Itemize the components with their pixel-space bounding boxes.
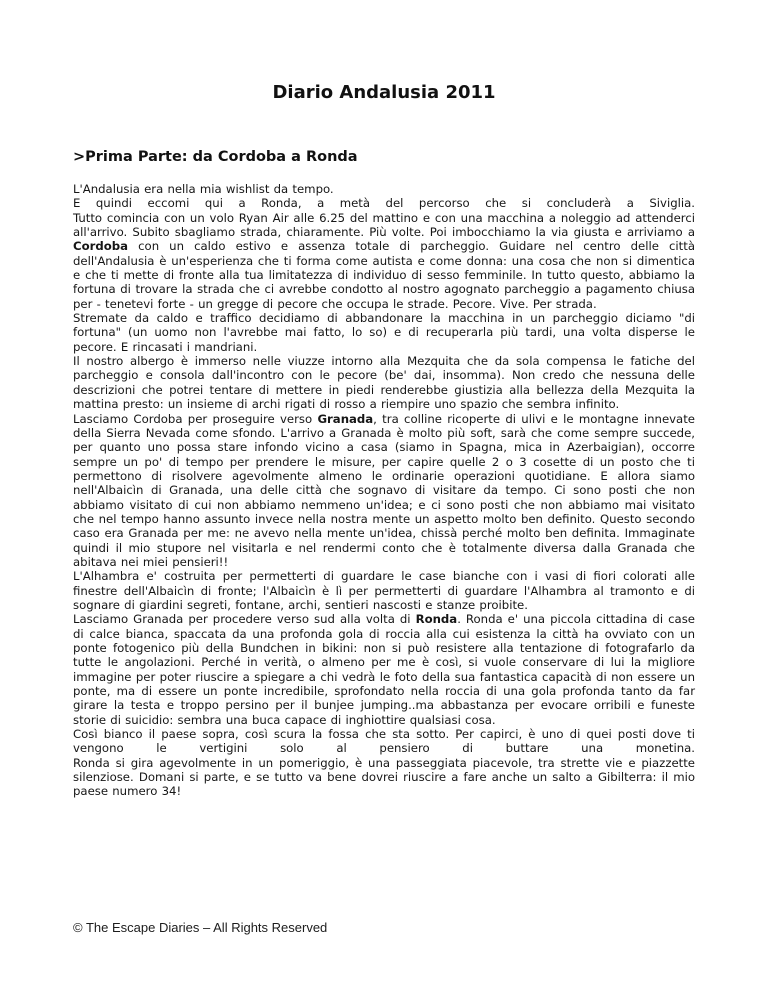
body-text [73, 182, 695, 799]
paragraph-ronda-text-after: . Ronda e' una piccola cittadina di case di calce bianca, spaccata da una profonda gola di roccia alla cui esistenza la città ha ovviato con un ponte fotogenico più della Bundchen in bikini: non si può resistere alla tentazione di fotografarlo da tutte le angolazioni. Perché in verità, o almeno per me è così, si vuole conservare di lui la migliore immagine per poter riuscire a spiegare a chi vedrà le foto della sua fantastica capacità di non essere un ponte, ma di essere un ponte incredibile, sprofondato nella roccia di una gola profonda tanto da far girare la testa e troppo persino per il bunjee jumping..ma abbastanza per evocare orribili e funeste storie di suicidio: sembra una buca capace di inghiottire qualsiasi cosa. [73, 612, 695, 727]
paragraph-cordoba [73, 211, 695, 311]
paragraph-ronda-text-before: Lasciamo Granada per procedere verso sud alla volta di [73, 612, 416, 627]
paragraph-cordoba-text-after: con un caldo estivo e assenza totale di parcheggio. Guidare nel centro delle città dell'Andalusia è un'esperienza che ti forma come autista e come donna: una cosa che non si dimentica e che ti mette di fronte alla tua limitatezza di individuo di sesso femminile. In tutto questo, abbiamo la fortuna di trovare la strada che ci avrebbe condotto al nostro agognato parcheggio a pagamento chiusa per - tenetevi forte - un gregge di pecore che occupa le strade. Pecore. Vive. Per strada. [73, 239, 695, 311]
paragraph-granada-text-after: , tra colline ricoperte di ulivi e le montagne innevate della Sierra Nevada come sfondo. L'arrivo a Granada è molto più soft, sarà che come sempre succede, per quanto uno possa stare infondo vicino a casa (siamo in Spagna, mica in Azerbaigian), occorre sempre un po' di tempo per prendere le misure, per capire quelle 2 o 3 cosette di un posto che ti permettono di risolvere agevolmente almeno le ordinarie operazioni quotidiane. E allora siamo nell'Albaicìn di Granada, una delle città che sognavo di visitare da tempo. Ci sono posti che non abbiamo visitato di cui non abbiamo nemmeno un'idea; e ci sono posti che non abbiamo mai visitato che nel tempo hanno assunto invece nella nostra mente un aspetto molto ben definito. Questo secondo caso era Granada per me: ne avevo nella mente un'idea, chissà perché molto ben definita. Immaginate quindi il mio stupore nel visitarla e nel rendermi conto che è totalmente diversa dalla Granada che abitava nei miei pensieri!! [73, 411, 695, 569]
page-title: Diario Andalusia 2011 [272, 82, 496, 103]
bold-place-cordoba: Cordoba [73, 239, 129, 254]
paragraph-parking: Stremate da caldo e traffico decidiamo di abbandonare la macchina in un parcheggio diciamo "di fortuna" (un uomo non l'avrebbe mai fatto, lo so) e di recuperarla più tardi, una volta disperse le pecore. E rincasati i mandriani. [73, 311, 695, 354]
paragraph-departure: Ronda si gira agevolmente in un pomeriggio, è una passeggiata piacevole, tra strette vie e piazzette silenziose. Domani si parte, e se tutto va bene dovrei riuscire a fare anche un salto a Gibilterra: il mio paese numero 34! [73, 755, 695, 799]
paragraph-gorge: Così bianco il paese sopra, così scura la fossa che sta sotto. Per capirci, è uno di quei posti dove ti vengono le vertigini solo al pensiero di buttare una monetina. [73, 727, 695, 756]
paragraph-ronda-halfway: E quindi eccomi qui a Ronda, a metà del percorso che si concluderà a Siviglia. [73, 196, 695, 211]
paragraph-granada-text-before: Lasciamo Cordoba per proseguire verso [73, 411, 318, 426]
paragraph-granada [73, 412, 695, 570]
paragraph-cordoba-text-before: Tutto comincia con un volo Ryan Air alle 6.25 del mattino e con una macchina a noleggio ad attenderci all'arrivo. Subito sbagliamo strada, chiaramente. Più volte. Poi imbocchiamo la via giusta e arriviamo a [73, 210, 695, 240]
paragraph-alhambra: L'Alhambra e' costruita per permetterti di guardare le case bianche con i vasi di fiori colorati alle finestre dell'Albaicìn di fronte; l'Albaicìn è lì per permetterti di guardare l'Alhambra al tramonto e di sognare di giardini segreti, fontane, archi, sentieri nascosti e stanze proibite. [73, 569, 695, 612]
paragraph-mezquita: Il nostro albergo è immerso nelle viuzze intorno alla Mezquita che da sola compensa le fatiche del parcheggio e consola dall'incontro con le pecore (be' dai, insomma). Non credo che nessuna delle descrizioni che potrei tentare di mettere in piedi renderebbe giustizia alla bellezza della Mezquita la mattina presto: un insieme di archi rigati di rosso a riempire uno spazio che sembra infinito. [73, 354, 695, 412]
paragraph-ronda [73, 612, 695, 727]
bold-place-ronda: Ronda [415, 612, 458, 627]
page-content [73, 0, 695, 799]
section-heading: >Prima Parte: da Cordoba a Ronda [73, 149, 358, 165]
bold-place-granada: Granada [317, 411, 374, 426]
paragraph-intro: L'Andalusia era nella mia wishlist da tempo. [73, 182, 334, 196]
copyright-footer: © The Escape Diaries – All Rights Reserved [73, 920, 328, 935]
